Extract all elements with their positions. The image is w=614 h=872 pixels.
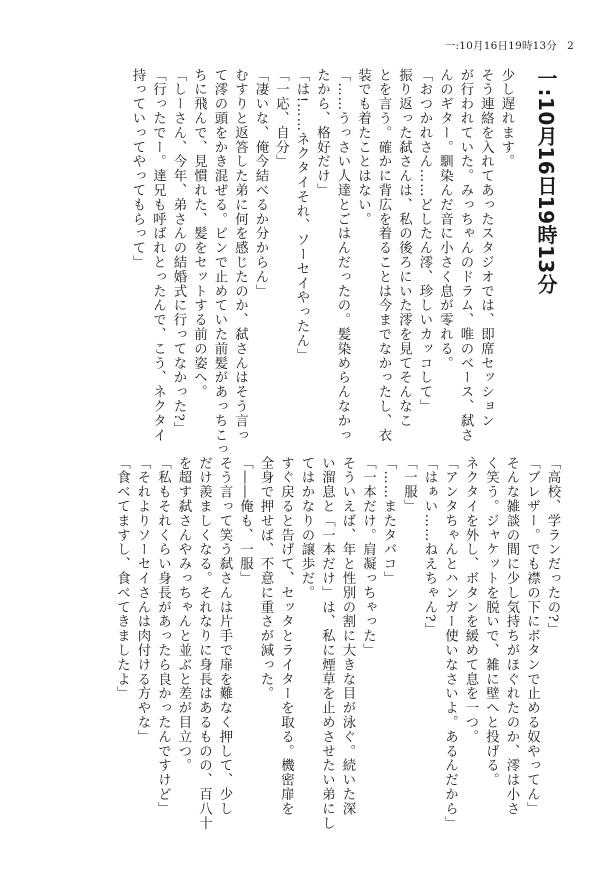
chapter-title: 一:10月16日19時13分 [534, 68, 558, 295]
text-line: 「しーさん、今年、弟さんの結婚式に行ってなかった?」 [171, 68, 186, 437]
text-line: 全身で押せば、不意に重さが減った。 [258, 456, 273, 701]
text-line: 「それよりソーセイさんは肉付ける方やな」 [135, 456, 150, 744]
text-line: を超す弑さんやみっちゃんと並ぶと差が目立つ。 [176, 456, 191, 773]
text-line: 「……またタバコ」 [381, 456, 396, 586]
text-line: 少し遅れます。 [499, 68, 514, 169]
text-line: が行われていた。みっちゃんのドラム、唯のベース、弑さ [458, 68, 473, 443]
text-line: 「……うっさい人達とごはんだったの。髪染めらんなかっ [335, 68, 350, 443]
text-line: てはかなりの譲歩だ。 [299, 456, 314, 600]
text-line: 「食べてますし、食べてきましたよ」 [114, 456, 130, 701]
text-line: 「一応、自分」 [273, 68, 289, 169]
text-line: 「ブレザー。でも襟の下にボタンで止める奴やってん」 [524, 456, 540, 816]
text-line: ネクタイを外し、ボタンを緩めて息を一つ。 [463, 456, 478, 744]
text-line: 「一服」 [401, 456, 417, 514]
running-header [445, 38, 574, 53]
text-line: たから、格好だけ」 [314, 68, 330, 198]
text-line: そう言って笑う弑さんは片手で扉を難なく押して、少し [217, 456, 232, 816]
text-line: 「――俺も、一服」 [237, 456, 253, 586]
running-title: 一:10月16日19時13分 [444, 40, 558, 52]
text-line: 「はぁい……ねえちゃん?」 [422, 456, 437, 637]
page-number: 2 [567, 40, 574, 52]
text-line: 「高校、学ランだったの?」 [545, 456, 560, 637]
text-line: 「行ったでー。達兄も呼ばれとったんで、こう、ネクタイ [150, 68, 166, 443]
text-line: 「一本だけ。肩凝っちゃった」 [360, 456, 376, 658]
text-line: だけ羨ましくなる。それなりに身長はあるものの、百八十 [196, 456, 212, 831]
text-line: そう連絡を入れてあったスタジオでは、即席セッション [478, 68, 494, 428]
text-line: むすりと返答した弟に何を感じたのか、弑さんはそう言っ [232, 68, 248, 443]
text-line: 「凄いな、俺今結べるか分からん」 [253, 68, 268, 299]
text-line: 持っていってやってもらって」 [130, 68, 145, 270]
text-line: い溜息と「一本だけ」は、私に煙草を止めさせたい弟にし [319, 456, 335, 831]
text-line: く笑う。ジャケットを脱いで、雑に壁へと投げる。 [483, 456, 499, 788]
text-line: すぐ戻ると告げて、セッタとライターを取る。機密扉を [278, 456, 294, 816]
upper-text-block [82, 68, 562, 468]
text-line: んのギター。馴染んだ音に小さく息が零れる。 [437, 68, 453, 371]
text-line: 「私もそれくらい身長があったら良かったんですけど」 [155, 456, 171, 816]
text-line: て澪の頭をかき混ぜる。ピンで止めていた前髪があっちこっ [212, 68, 227, 457]
text-line: とを言う。確かに背広を着ることは今までなかったし、衣 [376, 68, 391, 443]
text-line: 振り返った弑さんは、私の後ろにいた澪を見てそんなこ [396, 68, 412, 428]
lower-text-block [72, 456, 562, 841]
text-line: 「おつかれさん……どしたん澪、珍しいカッコして」 [417, 68, 432, 414]
text-line: 「は!……ネクタイそれ、ソーセイやったん」 [294, 68, 309, 363]
text-line: 「アンタちゃんとハンガー使いなさいよ。あるんだから」 [442, 456, 458, 831]
text-line: 装でも着たことはない。 [355, 68, 371, 227]
text-line: ちに飛んで、見慣れた、髪をセットする前の姿へ。 [191, 68, 207, 400]
text-line: そんな雑談の間に少し気持ちがほぐれたのか、澪は小さ [504, 456, 519, 816]
text-line: そういえば、年と性別の割に大きな目が泳ぐ。続いた深 [340, 456, 355, 816]
